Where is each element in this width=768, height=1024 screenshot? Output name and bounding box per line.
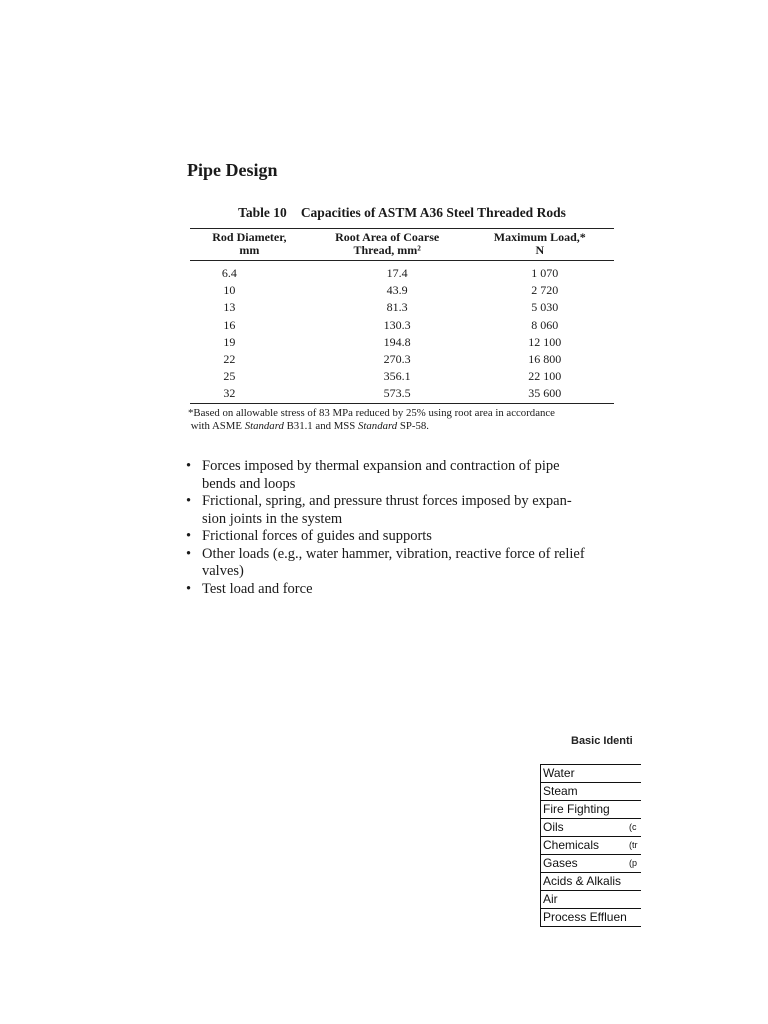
- page-title: Pipe Design: [187, 160, 278, 180]
- header-maximum-load: Maximum Load,* N: [466, 229, 614, 261]
- table-number: Table 10: [238, 205, 287, 220]
- identification-title: Basic Identi: [571, 735, 633, 747]
- table-header-row: [190, 229, 614, 261]
- table-row: 32 573.5 35 600: [190, 385, 614, 403]
- list-item: • Forces imposed by thermal expansion and contraction of pipe bends and loops: [186, 458, 560, 492]
- header-rod-diameter: Rod Diameter, mm: [190, 229, 309, 261]
- identification-row: Chemicals (tr: [541, 837, 641, 855]
- identification-row: Oils (c: [541, 819, 641, 837]
- bullet-icon: •: [186, 493, 192, 509]
- table-row: 13 81.3 5 030: [223, 300, 559, 315]
- list-item: • Frictional, spring, and pressure thrust forces imposed by expan- sion joints in the system: [186, 493, 572, 527]
- basic-identification-table-block: [540, 734, 641, 927]
- table-row: 6.4 17.4 1 070: [221, 266, 559, 280]
- bullet-icon: •: [186, 580, 192, 597]
- bullet-icon: •: [186, 458, 192, 474]
- identification-row: Steam: [541, 783, 641, 801]
- identification-row: Process Effluen: [541, 909, 641, 927]
- identification-row: Acids & Alkalis: [541, 873, 641, 891]
- identification-row: Air: [541, 891, 641, 909]
- rod-capacity-table: [190, 228, 614, 404]
- table-row: 10 43.9 2 720: [223, 283, 559, 298]
- identification-row: Gases (p: [541, 855, 641, 873]
- list-item: • Test load and force: [186, 580, 313, 597]
- table-caption: [190, 204, 614, 222]
- table-row: 25 356.1 22 100: [223, 369, 562, 384]
- rod-capacity-table-block: [190, 204, 614, 433]
- list-item: • Frictional forces of guides and supports: [186, 528, 432, 544]
- table-footnote: *Based on allowable stress of 83 MPa reduced by 25% using root area in accordance with ASME Standard B31.1 and MSS Standard SP-58.: [188, 406, 555, 432]
- identification-row: Water: [541, 765, 641, 783]
- table-row: 19 194.8 12 100: [223, 334, 562, 349]
- list-item: • Other loads (e.g., water hammer, vibration, reactive force of relief valves): [186, 545, 585, 579]
- bullet-icon: •: [186, 545, 192, 562]
- table-row: 16 130.3 8 060: [223, 317, 559, 332]
- identification-table: [540, 764, 641, 927]
- header-root-area: Root Area of Coarse Thread, mm²: [309, 229, 466, 261]
- table-row: 22 270.3 16 800: [223, 352, 562, 367]
- table-title: Capacities of ASTM A36 Steel Threaded Rods: [300, 205, 566, 220]
- load-bullet-list: [186, 458, 616, 598]
- bullet-icon: •: [186, 528, 192, 544]
- identification-row: Fire Fighting: [541, 801, 641, 819]
